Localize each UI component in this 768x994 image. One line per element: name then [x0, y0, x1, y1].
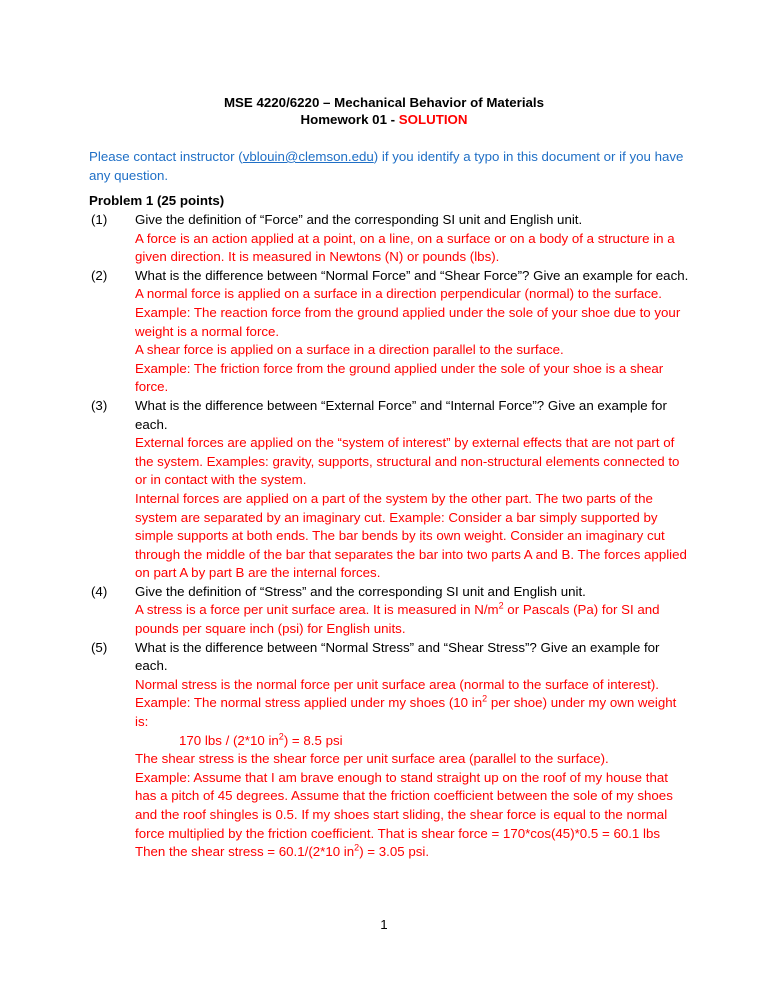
page-number: 1	[380, 917, 388, 932]
answer-text: Example: Assume that I am brave enough to stand straight up on the roof of my house that has a pitch of 45 degrees. Assume that the friction coefficient between the sole of my shoes and the roof shingles is 0.5. If my shoes start sliding, the shear force is equal to the normal force multiplied by the friction coefficient. That is shear force = 170*cos(45)*0.5 = 60.1 lbs	[135, 769, 673, 841]
superscript: 2	[278, 731, 284, 742]
question-number: (3)	[91, 397, 108, 413]
answer-text	[135, 843, 691, 862]
answer-part: ) = 3.05 psi.	[359, 844, 430, 860]
superscript: 2	[354, 842, 360, 853]
answer-text: Example: The reaction force from the ground applied under the sole of your shoe due to your weight is a normal force.	[135, 304, 681, 339]
question-2	[91, 267, 691, 397]
solution-label: SOLUTION	[398, 112, 468, 127]
answer-text: Normal stress is the normal force per unit surface area (normal to the surface of interest).	[135, 676, 659, 692]
contact-note-after: ) if you identify a typo in this document or if you have any question.	[89, 149, 684, 183]
answer-text: The shear stress is the shear force per unit surface area (parallel to the surface).	[135, 751, 609, 767]
question-text: Give the definition of “Force” and the corresponding SI unit and English unit.	[135, 212, 583, 227]
superscript: 2	[482, 694, 488, 705]
question-1	[91, 211, 691, 267]
question-text: What is the difference between “External Force” and “Internal Force”? Give an example for each.	[135, 397, 667, 432]
instructor-email-link[interactable]: vblouin@clemson.edu	[242, 149, 374, 164]
question-4	[91, 583, 691, 639]
answer-part: or Pascals (Pa) for SI and pounds per square inch (psi) for English units.	[135, 602, 660, 637]
answer-text	[135, 601, 691, 638]
document-title: MSE 4220/6220 – Mechanical Behavior of Materials	[223, 95, 544, 110]
answer-text: A shear force is applied on a surface in a direction parallel to the surface.	[135, 342, 564, 358]
answer-text: Example: The friction force from the ground applied under the sole of your shoe is a shear force.	[135, 360, 664, 395]
question-number: (2)	[91, 267, 108, 283]
answer-part: per shoe) under my own weight is:	[135, 695, 677, 730]
answer-text: A force is an action applied at a point, on a line, on a surface or on a body of a structure in a given direction. It is measured in Newtons (N) or pounds (lbs).	[135, 230, 675, 265]
homework-label: Homework 01 -	[300, 112, 399, 127]
homework-subtitle	[0, 112, 768, 127]
question-number: (5)	[91, 639, 108, 655]
answer-text	[135, 694, 691, 731]
question-3	[91, 397, 691, 583]
answer-part: A stress is a force per unit surface area. It is measured in N/m	[135, 602, 499, 618]
question-5	[91, 639, 691, 862]
question-text: What is the difference between “Normal Stress” and “Shear Stress”? Give an example for each.	[135, 639, 660, 674]
superscript: 2	[498, 601, 504, 612]
question-number: (1)	[91, 212, 108, 227]
problem-title: Problem 1 (25 points)	[89, 193, 225, 208]
question-text: Give the definition of “Stress” and the corresponding SI unit and English unit.	[135, 583, 586, 599]
answer-text: External forces are applied on the “system of interest” by external effects that are not part of the system. Examples: gravity, supports, structural and non-structural elements connected to or in contact with the system.	[135, 435, 680, 488]
answer-part: Then the shear stress = 60.1/(2*10 in	[135, 844, 355, 860]
question-number: (4)	[91, 583, 108, 599]
answer-part: ) = 8.5 psi	[283, 732, 343, 748]
contact-note-before: Please contact instructor (	[89, 149, 243, 164]
answer-part: Example: The normal stress applied under my shoes (10 in	[135, 695, 483, 711]
question-text: What is the difference between “Normal Force” and “Shear Force”? Give an example for each.	[135, 267, 689, 283]
contact-note	[89, 147, 689, 185]
answer-text: Internal forces are applied on a part of the system by the other part. The two parts of the system are separated by an imaginary cut. Example: Consider a bar simply supported by simple supports at both ends. The bar bends by its own weight. Consider an imaginary cut through the middle of the bar that separates the bar into two parts A and B. The forces applied on part A by part B are the internal forces.	[135, 490, 687, 581]
answer-part: 170 lbs / (2*10 in	[179, 732, 279, 748]
answer-formula	[135, 732, 691, 751]
answer-text: A normal force is applied on a surface in a direction perpendicular (normal) to the surface.	[135, 286, 662, 302]
question-list	[91, 211, 691, 862]
